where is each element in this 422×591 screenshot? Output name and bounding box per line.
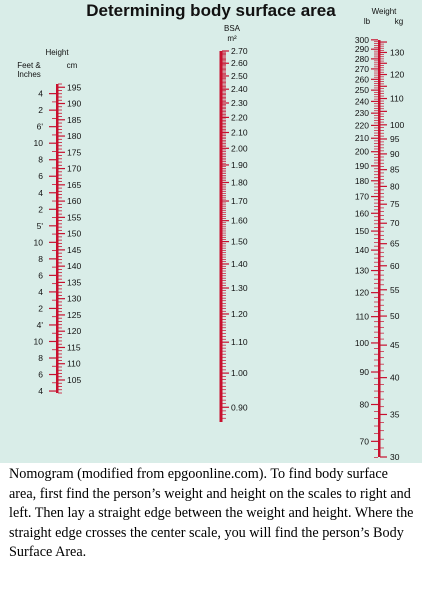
bsa-label: 2.10 <box>231 127 248 138</box>
cm-label: 185 <box>67 114 82 125</box>
lb-label: 160 <box>354 208 369 219</box>
lb-label: 270 <box>354 63 369 74</box>
cm-label: 110 <box>67 358 81 369</box>
height-header: Height <box>45 48 69 57</box>
height-unit-inches: Inches <box>17 70 41 79</box>
height-unit-feet-inches: Feet & <box>17 61 41 70</box>
cm-label: 130 <box>67 293 82 304</box>
bsa-header: BSA <box>223 24 241 33</box>
inch-label: 4 <box>38 386 43 397</box>
lb-label: 80 <box>359 399 369 410</box>
bsa-label: 2.50 <box>231 70 248 81</box>
cm-label: 105 <box>67 374 82 385</box>
caption-text: Nomogram (modified from epgoonline.com). To find body surface area, first find the person’s weight and height on the scales to right and left. Then lay a straight edge between the weight and height. Where the straight edge crosses the center scale, you will find the person’s Body Surface Area. <box>9 466 414 561</box>
lb-label: 90 <box>359 367 369 378</box>
bsa-label: 1.60 <box>231 215 248 226</box>
cm-label: 135 <box>67 277 82 288</box>
cm-label: 175 <box>67 147 82 158</box>
kg-label: 110 <box>390 93 404 104</box>
weight-header: Weight <box>371 7 397 16</box>
inch-label: 6 <box>38 369 43 380</box>
height-axis <box>56 84 59 393</box>
bsa-label: 1.20 <box>231 308 248 319</box>
cm-label: 170 <box>67 163 82 174</box>
lb-label: 130 <box>354 265 369 276</box>
kg-label: 30 <box>390 452 400 462</box>
kg-label: 120 <box>390 69 405 80</box>
bsa-label: 1.70 <box>231 196 248 207</box>
lb-label: 140 <box>354 245 369 256</box>
cm-label: 195 <box>67 82 82 93</box>
bsa-label: 2.30 <box>231 97 248 108</box>
cm-label: 180 <box>67 131 82 142</box>
inch-label: 6 <box>38 171 43 182</box>
kg-label: 50 <box>390 311 400 322</box>
inch-label: 2 <box>38 303 43 314</box>
kg-label: 100 <box>390 119 405 130</box>
lb-label: 290 <box>354 44 369 55</box>
bsa-label: 2.60 <box>231 58 248 69</box>
bsa-label: 1.10 <box>231 337 248 348</box>
inch-label: 10 <box>33 138 43 149</box>
chart-title: Determining body surface area <box>86 1 336 20</box>
kg-label: 40 <box>390 372 400 383</box>
inch-label: 8 <box>38 253 43 264</box>
cm-label: 190 <box>67 98 82 109</box>
lb-label: 70 <box>359 436 369 447</box>
inch-label: 4 <box>38 286 43 297</box>
inch-label: 10 <box>33 336 43 347</box>
height-unit-cm: cm <box>66 61 78 70</box>
bsa-label: 1.40 <box>231 258 248 269</box>
kg-label: 90 <box>390 148 400 159</box>
kg-label: 130 <box>390 47 405 58</box>
cm-label: 125 <box>67 309 82 320</box>
lb-label: 240 <box>354 96 369 107</box>
bsa-label: 2.00 <box>231 143 248 154</box>
cm-label: 115 <box>67 342 81 353</box>
kg-label: 70 <box>390 218 400 229</box>
lb-label: 210 <box>354 133 369 144</box>
weight-unit-kg: kg <box>394 17 404 26</box>
bsa-label: 2.40 <box>231 84 248 95</box>
inch-label: 4 <box>38 187 43 198</box>
inch-label: 8 <box>38 154 43 165</box>
height-scale <box>34 82 82 396</box>
inch-label: 2 <box>38 105 43 116</box>
lb-label: 180 <box>354 175 369 186</box>
bsa-scale <box>220 46 248 422</box>
cm-label: 155 <box>67 212 82 223</box>
kg-label: 80 <box>390 181 400 192</box>
lb-label: 120 <box>354 287 369 298</box>
weight-unit-lb: lb <box>363 17 371 26</box>
bsa-label: 0.90 <box>231 402 248 413</box>
kg-label: 35 <box>390 409 400 420</box>
cm-label: 165 <box>67 179 82 190</box>
kg-label: 75 <box>390 199 400 210</box>
inch-label: 8 <box>38 353 43 364</box>
kg-label: 55 <box>390 284 400 295</box>
lb-label: 260 <box>354 74 369 85</box>
lb-label: 110 <box>355 311 369 322</box>
bsa-label: 1.90 <box>231 159 248 170</box>
bsa-label: 1.00 <box>231 368 248 379</box>
inch-label: 6 <box>38 270 43 281</box>
kg-label: 60 <box>390 260 400 271</box>
weight-scale <box>355 35 405 462</box>
lb-label: 300 <box>354 34 369 45</box>
cm-label: 150 <box>67 228 82 239</box>
lb-label: 100 <box>354 337 369 348</box>
bsa-unit: m² <box>227 34 237 43</box>
lb-label: 190 <box>354 160 369 171</box>
kg-label: 85 <box>390 164 400 175</box>
lb-label: 250 <box>354 85 369 96</box>
lb-label: 170 <box>354 191 369 202</box>
kg-label: 45 <box>390 340 400 351</box>
bsa-label: 1.50 <box>231 236 248 247</box>
lb-label: 220 <box>354 120 369 131</box>
kg-label: 65 <box>390 238 400 249</box>
kg-label: 95 <box>390 133 400 144</box>
cm-label: 145 <box>67 244 82 255</box>
lb-label: 150 <box>354 226 369 237</box>
cm-label: 160 <box>67 196 82 207</box>
lb-label: 200 <box>354 146 369 157</box>
bsa-label: 2.20 <box>231 112 248 123</box>
cm-label: 140 <box>67 261 82 272</box>
cm-label: 120 <box>67 326 82 337</box>
lb-label: 230 <box>354 108 369 119</box>
inch-label: 5' <box>36 220 43 231</box>
inch-label: 2 <box>38 204 43 215</box>
inch-label: 4 <box>38 88 43 99</box>
weight-axis <box>378 40 381 457</box>
lb-label: 280 <box>354 53 369 64</box>
inch-label: 4' <box>36 319 43 330</box>
bsa-label: 1.30 <box>231 283 248 294</box>
inch-label: 10 <box>33 237 43 248</box>
bsa-label: 2.70 <box>231 46 248 56</box>
bsa-label: 1.80 <box>231 177 248 188</box>
inch-label: 6' <box>36 121 43 132</box>
